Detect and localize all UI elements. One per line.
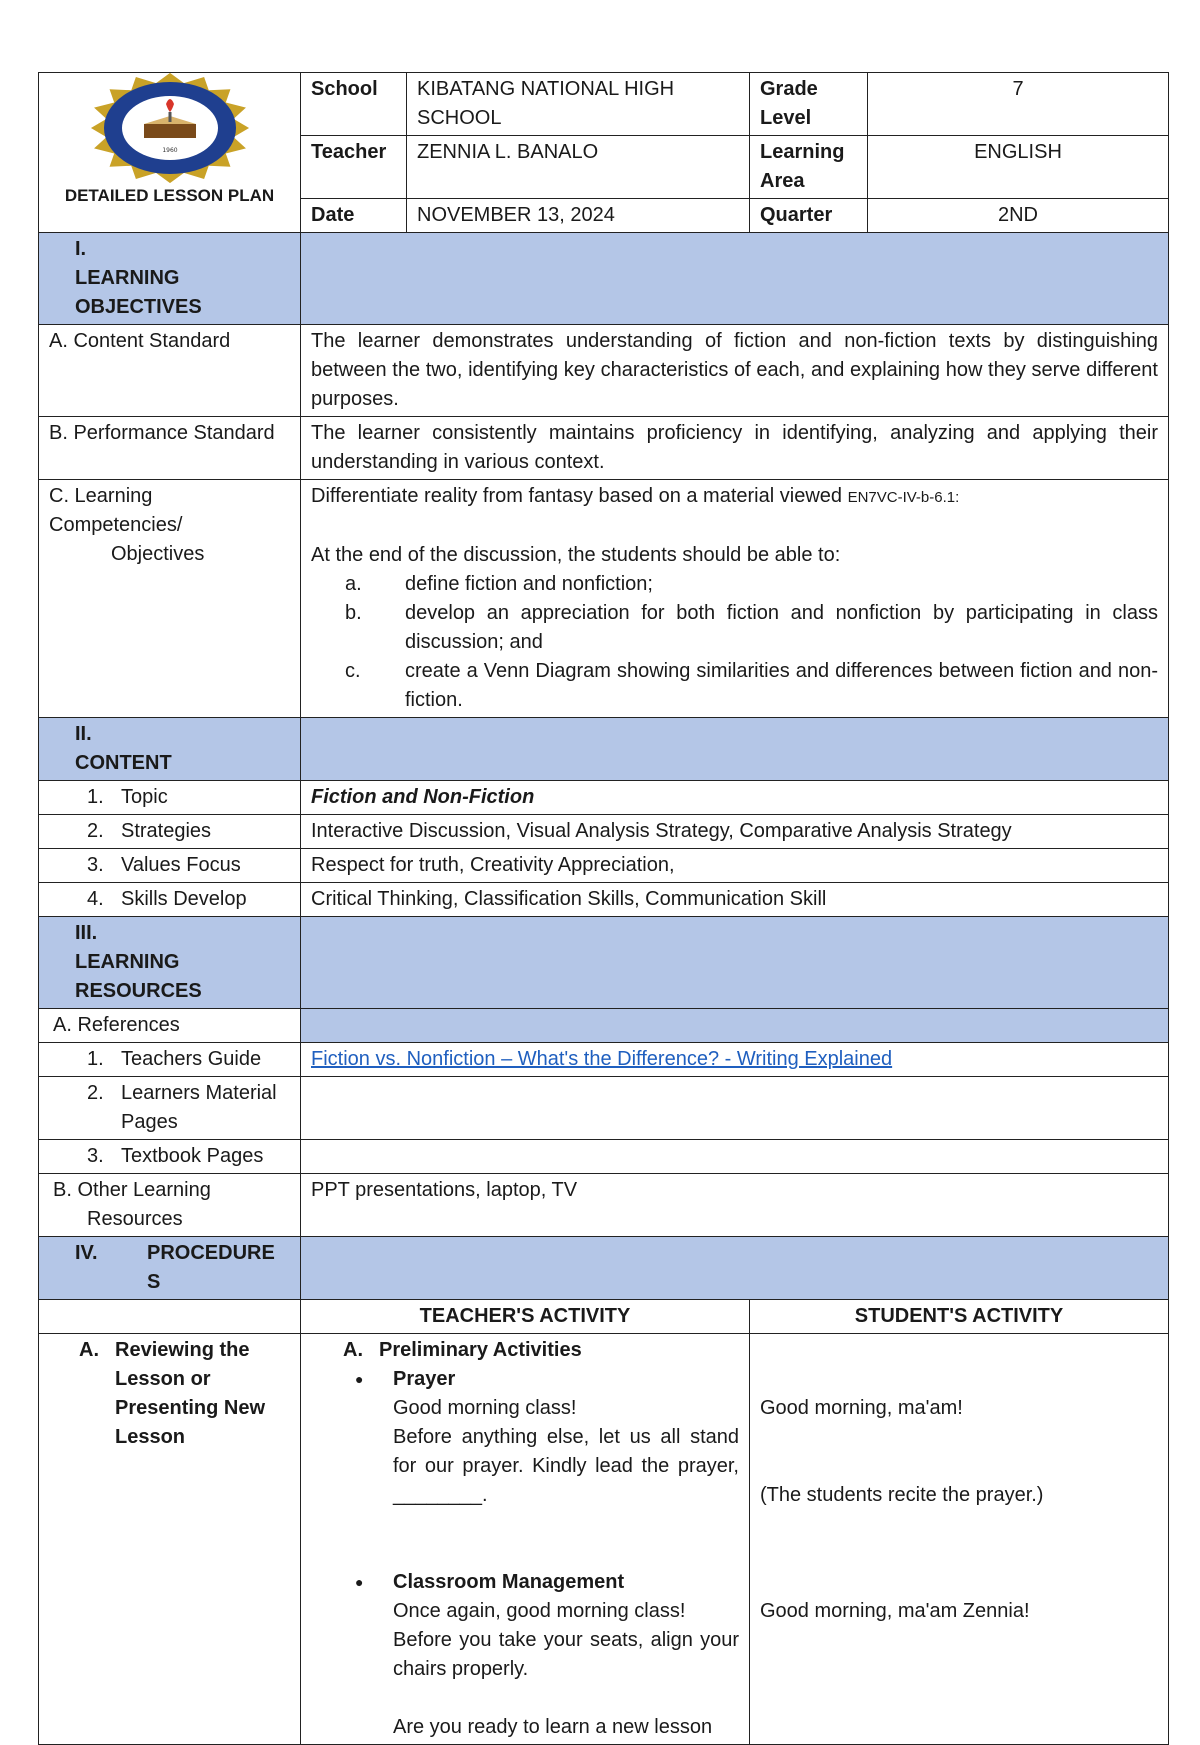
preliminary-activities-title: A. Preliminary Activities [343,1339,582,1361]
objective-item: c. create a Venn Diagram showing similarities and differences between fiction and non-fiction. [345,660,1158,711]
other-resources-label: B. Other Learning Resources [39,1174,301,1237]
learners-material-value [301,1077,1169,1140]
section-blank [301,1237,1169,1300]
classroom-management-greeting: Once again, good morning class! [393,1600,686,1622]
section-learning-resources [39,917,1169,1009]
objective-item: b. develop an appreciation for both fiction and nonfiction by participating in class discussion; and [345,602,1158,653]
content-standard-label: A. Content Standard [39,325,301,417]
competencies-label-line1: C. Learning Competencies/ [49,485,183,536]
references-blank [301,1009,1169,1043]
lesson-plan-page [38,72,1168,1745]
lesson-plan-title: DETAILED LESSON PLAN [64,186,275,205]
prayer-greeting: Good morning class! [393,1397,577,1419]
section-number: I. [75,238,87,260]
competency-statement: Differentiate reality from fantasy based on a material viewed [311,485,843,507]
procedures-blank [39,1300,301,1334]
section-title: LEARNING RESOURCES [75,951,202,1002]
strategies-value: Interactive Discussion, Visual Analysis Strategy, Comparative Analysis Strategy [301,815,1169,849]
date-label: Date [301,199,407,233]
section-number: III. [75,922,98,944]
section-content [39,718,1169,781]
section-title: PROCEDURES [147,1242,275,1293]
prayer-bullet: ● Prayer [355,1368,456,1390]
teacher-label: Teacher [301,136,407,199]
student-greeting-response: Good morning, ma'am! [760,1397,963,1419]
student-prayer-response: (The students recite the prayer.) [760,1484,1044,1506]
section-title: LEARNING OBJECTIVES [75,267,202,318]
section-heading [39,233,301,325]
section-blank [301,233,1169,325]
teachers-guide-link[interactable]: Fiction vs. Nonfiction – What's the Difference? - Writing Explained [311,1048,893,1070]
student-activity-header: STUDENT'S ACTIVITY [750,1300,1169,1334]
teacher-activity-header: TEACHER'S ACTIVITY [301,1300,750,1334]
student-activity-cell [750,1334,1169,1745]
quarter-label: Quarter [750,199,868,233]
grade-level-value: 7 [868,73,1169,136]
classroom-management-instructions: Before you take your seats, align your chairs properly. [393,1629,739,1680]
other-resources-value: PPT presentations, laptop, TV [301,1174,1169,1237]
school-logo [39,73,300,183]
section-number: II. [75,723,92,745]
section-heading [39,1237,301,1300]
section-heading [39,917,301,1009]
section-blank [301,917,1169,1009]
school-label: School [301,73,407,136]
learners-material-label: 2. Learners Material Pages [39,1077,301,1140]
values-focus-value: Respect for truth, Creativity Appreciation, [301,849,1169,883]
classroom-management-bullet: ● Classroom Management [355,1571,625,1593]
objectives-list [311,570,1158,715]
performance-standard-text: The learner consistently maintains proficiency in identifying, analyzing and applying their understanding in various context. [301,417,1169,480]
objective-item: a. define fiction and nonfiction; [345,573,653,595]
competencies-label-line2: Objectives [111,543,205,565]
student-management-response: Good morning, ma'am Zennia! [760,1600,1030,1622]
ready-question: Are you ready to learn a new lesson [393,1716,713,1738]
grade-level-label: Grade Level [750,73,868,136]
teachers-guide-label: 1. Teachers Guide [39,1043,301,1077]
values-focus-label: 3. Values Focus [39,849,301,883]
reviewing-lesson-label: A. Reviewing the Lesson or Presenting New Lesson [39,1334,301,1745]
competency-code: EN7VC-IV-b-6.1: [847,489,960,506]
learning-area-label: Learning Area [750,136,868,199]
prayer-instructions: Before anything else, let us all stand for our prayer. Kindly lead the prayer, ________. [393,1426,739,1506]
date-value: NOVEMBER 13, 2024 [407,199,750,233]
textbook-pages-label: 3. Textbook Pages [39,1140,301,1174]
section-heading [39,718,301,781]
section-procedures [39,1237,1169,1300]
svg-text:1960: 1960 [162,147,178,154]
textbook-pages-value [301,1140,1169,1174]
references-label: A. References [39,1009,301,1043]
quarter-value: 2ND [868,199,1169,233]
competencies-text [301,480,1169,718]
school-logo-cell [39,73,301,233]
section-learning-objectives [39,233,1169,325]
school-seal-icon [39,73,301,183]
teachers-guide-value [301,1043,1169,1077]
content-standard-text: The learner demonstrates understanding of fiction and non-fiction texts by distinguishing between the two, identifying key characteristics of each, and explaining how they serve different purposes. [301,325,1169,417]
topic-value: Fiction and Non-Fiction [301,781,1169,815]
teacher-value: ZENNIA L. BANALO [407,136,750,199]
competencies-label [39,480,301,718]
learning-area-value: ENGLISH [868,136,1169,199]
school-value: KIBATANG NATIONAL HIGH SCHOOL [407,73,750,136]
strategies-label: 2. Strategies [39,815,301,849]
skills-label: 4. Skills Develop [39,883,301,917]
lesson-plan-table [38,72,1169,1745]
objectives-intro: At the end of the discussion, the students should be able to: [311,544,841,566]
teacher-activity-cell [301,1334,750,1745]
section-blank [301,718,1169,781]
topic-label: 1. Topic [39,781,301,815]
section-number: IV. [75,1242,98,1264]
skills-value: Critical Thinking, Classification Skills, Communication Skill [301,883,1169,917]
section-title: CONTENT [75,752,172,774]
performance-standard-label: B. Performance Standard [39,417,301,480]
